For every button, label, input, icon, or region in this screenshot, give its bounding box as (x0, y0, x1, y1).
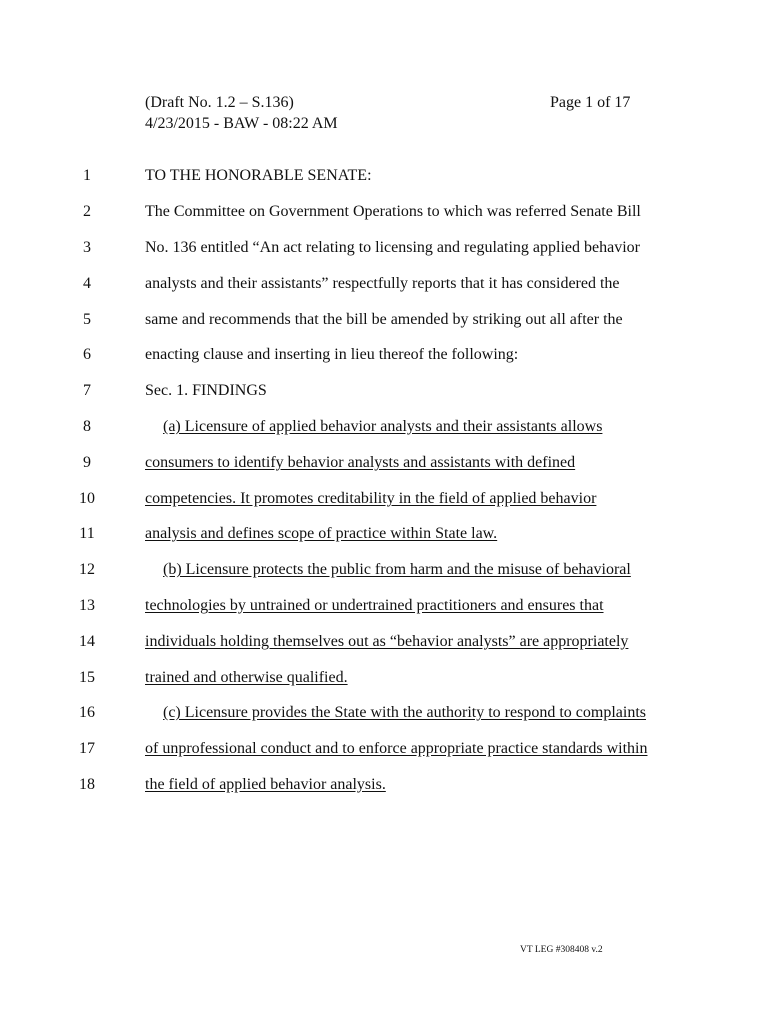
line-number: 16 (79, 704, 95, 721)
line-text: TO THE HONORABLE SENATE: (145, 167, 372, 184)
document-line (0, 236, 770, 260)
document-line (0, 343, 770, 367)
inserted-line-text: technologies by untrained or undertrained practitioners and ensures that (145, 597, 604, 614)
line-number: 11 (79, 525, 95, 542)
inserted-line-text: (a) Licensure of applied behavior analysts and their assistants allows (163, 418, 603, 435)
document-line (0, 487, 770, 511)
inserted-line-text: the field of applied behavior analysis. (145, 776, 386, 793)
line-text: analysts and their assistants” respectfully reports that it has considered the (145, 275, 620, 292)
page-indicator: Page 1 of 17 (550, 94, 631, 111)
line-text: enacting clause and inserting in lieu thereof the following: (145, 346, 519, 363)
document-line (0, 308, 770, 332)
line-number: 13 (79, 597, 95, 614)
line-number: 4 (83, 275, 91, 292)
line-number: 2 (83, 203, 91, 220)
line-text: Sec. 1. FINDINGS (145, 382, 267, 399)
document-footer-id: VT LEG #308408 v.2 (520, 945, 603, 955)
inserted-line-text: (b) Licensure protects the public from harm and the misuse of behavioral (163, 561, 631, 578)
document-line (0, 164, 770, 188)
line-number: 3 (83, 239, 91, 256)
document-line (0, 558, 770, 582)
inserted-line-text: (c) Licensure provides the State with the authority to respond to complaints (163, 704, 646, 721)
document-line (0, 522, 770, 546)
line-text: No. 136 entitled “An act relating to licensing and regulating applied behavior (145, 239, 640, 256)
line-number: 7 (83, 382, 91, 399)
line-number: 14 (79, 633, 95, 650)
document-header-left (145, 92, 338, 134)
inserted-line-text: competencies. It promotes creditability in the field of applied behavior (145, 490, 597, 507)
document-line (0, 200, 770, 224)
inserted-line-text: individuals holding themselves out as “behavior analysts” are appropriately (145, 633, 629, 650)
line-text: The Committee on Government Operations to which was referred Senate Bill (145, 203, 641, 220)
line-number: 8 (83, 418, 91, 435)
draft-number: (Draft No. 1.2 – S.136) (145, 94, 294, 111)
document-line (0, 737, 770, 761)
inserted-line-text: of unprofessional conduct and to enforce appropriate practice standards within (145, 740, 648, 757)
document-line (0, 272, 770, 296)
line-number: 5 (83, 311, 91, 328)
document-line (0, 666, 770, 690)
document-line (0, 594, 770, 618)
inserted-line-text: trained and otherwise qualified. (145, 669, 348, 686)
line-number: 1 (83, 167, 91, 184)
line-number: 6 (83, 346, 91, 363)
document-line (0, 630, 770, 654)
document-line (0, 773, 770, 797)
line-number: 15 (79, 669, 95, 686)
line-number: 18 (79, 776, 95, 793)
document-line (0, 451, 770, 475)
line-number: 10 (79, 490, 95, 507)
line-number: 12 (79, 561, 95, 578)
line-number: 9 (83, 454, 91, 471)
document-line (0, 415, 770, 439)
section-heading (0, 379, 770, 403)
inserted-line-text: consumers to identify behavior analysts and assistants with defined (145, 454, 576, 471)
draft-date: 4/23/2015 - BAW - 08:22 AM (145, 115, 338, 132)
inserted-line-text: analysis and defines scope of practice within State law. (145, 525, 498, 542)
line-number: 17 (79, 740, 95, 757)
line-text: same and recommends that the bill be amended by striking out all after the (145, 311, 623, 328)
document-line (0, 701, 770, 725)
